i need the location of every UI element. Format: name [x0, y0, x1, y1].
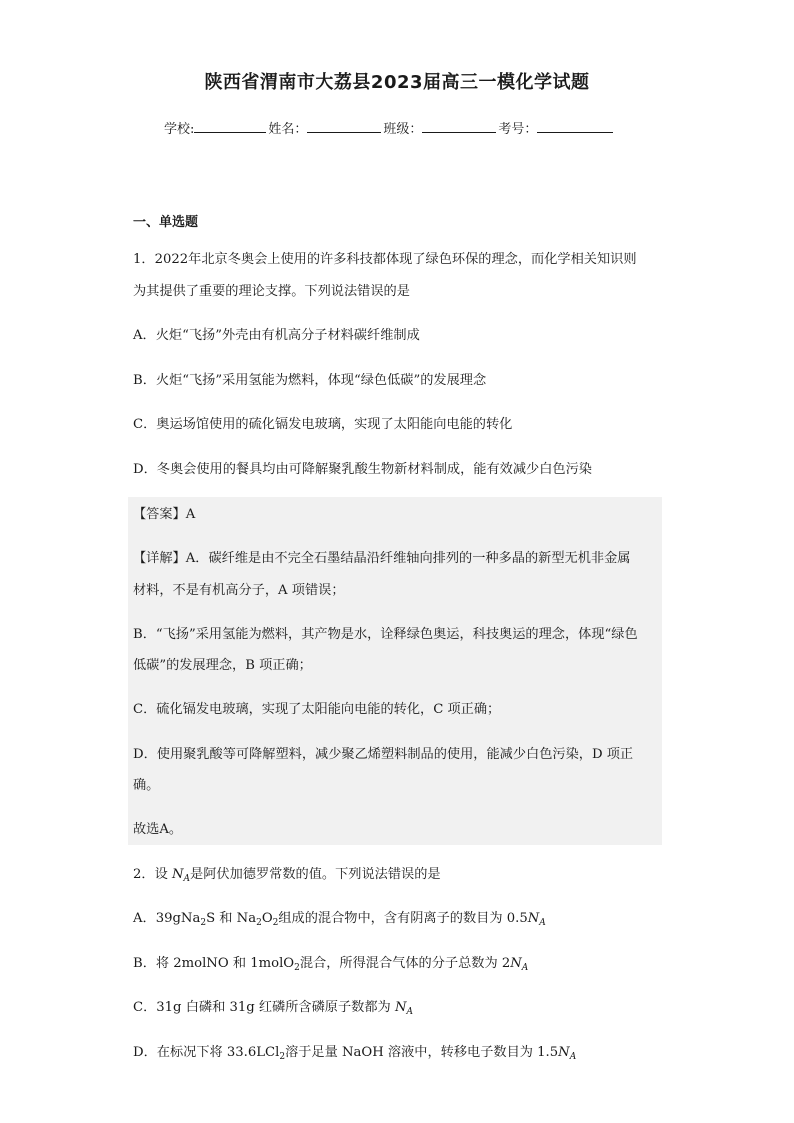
q1-detail-a-line-2: 材料，不是有机高分子，A 项错误；: [133, 583, 345, 598]
exam-no-label: 考号：: [498, 122, 538, 137]
q1-detail-b-line-2: 低碳”的发展理念，B 项正确；: [133, 658, 312, 673]
q2-a-pre: A．39gNa: [133, 911, 201, 926]
q1-detail-d-line-2: 确。: [133, 778, 160, 793]
q2-a-sub-2: 2: [256, 918, 262, 928]
q1-detail-a-line-1: 【详解】A．碳纤维是由不完全石墨结晶沿纤维轴向排列的一种多晶的新型无机非金属: [133, 551, 631, 566]
q2-d-pre: D．在标况下将 33.6LCl: [133, 1045, 280, 1060]
q2-b-pre: B．将 2molNO 和 1molO: [133, 956, 295, 971]
q1-stem-line-1: 1．2022年北京冬奥会上使用的许多科技都体现了绿色环保的理念，而化学相关知识则: [133, 252, 637, 267]
exam-no-blank: [537, 119, 613, 133]
q1-option-c: C．奥运场馆使用的硫化镉发电玻璃，实现了太阳能向电能的转化: [133, 417, 513, 432]
q1-option-a: A．火炬“飞扬”外壳由有机高分子材料碳纤维制成: [133, 328, 420, 343]
q2-option-d: [133, 1044, 576, 1062]
school-blank: [194, 119, 266, 133]
student-info-line: [164, 118, 615, 137]
class-blank: [422, 119, 496, 133]
q2-a-mid-1: S 和 Na: [206, 911, 257, 926]
avogadro-symbol: N: [171, 867, 184, 882]
name-label: 姓名：: [268, 122, 308, 137]
class-label: 班级：: [383, 122, 423, 137]
q2-c-pre: C．31g 白磷和 31g 红磷所含磷原子数都为: [133, 1000, 395, 1015]
q1-option-b: B．火炬“飞扬”采用氢能为燃料，体现“绿色低碳”的发展理念: [133, 373, 487, 388]
q2-a-sub-1: 2: [200, 918, 207, 928]
avogadro-subscript: A: [406, 1007, 413, 1017]
q2-a-post: 组成的混合物中，含有阴离子的数目为 0.5: [278, 911, 528, 926]
q1-option-d: D．冬奥会使用的餐具均由可降解聚乳酸生物新材料制成，能有效减少白色污染: [133, 462, 592, 477]
avogadro-symbol: N: [558, 1045, 570, 1060]
q2-b-sub-1: 2: [294, 963, 300, 973]
q2-b-post: 混合，所得混合气体的分子总数为 2: [299, 956, 511, 971]
page-title: 陕西省渭南市大荔县2023届高三一模化学试题: [204, 72, 590, 93]
q2-option-b: [133, 955, 528, 973]
school-label: 学校:: [164, 122, 195, 137]
q1-detail-d-line-1: D．使用聚乳酸等可降解塑料，减少聚乙烯塑料制品的使用，能减少白色污染，D 项正: [133, 747, 634, 762]
q2-option-a: [133, 910, 546, 928]
q2-stem-post: 是阿伏加德罗常数的值。下列说法错误的是: [190, 867, 441, 882]
q2-stem-pre: 2．设: [133, 867, 172, 882]
avogadro-symbol: N: [394, 1000, 407, 1015]
q2-d-sub-1: 2: [279, 1052, 286, 1062]
avogadro-subscript: A: [569, 1052, 577, 1062]
avogadro-subscript: A: [183, 874, 191, 884]
q1-detail-c: C．硫化镉发电玻璃，实现了太阳能向电能的转化，C 项正确；: [133, 702, 501, 717]
avogadro-subscript: A: [539, 918, 546, 928]
q1-detail-b-line-1: B．“飞扬”采用氢能为燃料，其产物是水，诠释绿色奥运，科技奥运的理念，体现“绿色: [133, 627, 638, 642]
q1-answer: 【答案】A: [133, 507, 196, 522]
avogadro-symbol: N: [510, 956, 522, 971]
q2-d-post: 溶于足量 NaOH 溶液中，转移电子数目为 1.5: [285, 1045, 559, 1060]
q2-a-mid-2: O: [261, 911, 273, 926]
q2-option-c: [133, 999, 413, 1017]
avogadro-subscript: A: [521, 963, 529, 973]
q2-stem: [133, 866, 441, 884]
name-blank: [307, 119, 381, 133]
q2-a-sub-3: 2: [272, 918, 279, 928]
q1-stem-line-2: 为其提供了重要的理论支撑。下列说法错误的是: [133, 284, 410, 299]
avogadro-symbol: N: [527, 911, 540, 926]
section-title: 一、单选题: [133, 215, 199, 230]
q1-conclusion: 故选A。: [133, 822, 183, 837]
